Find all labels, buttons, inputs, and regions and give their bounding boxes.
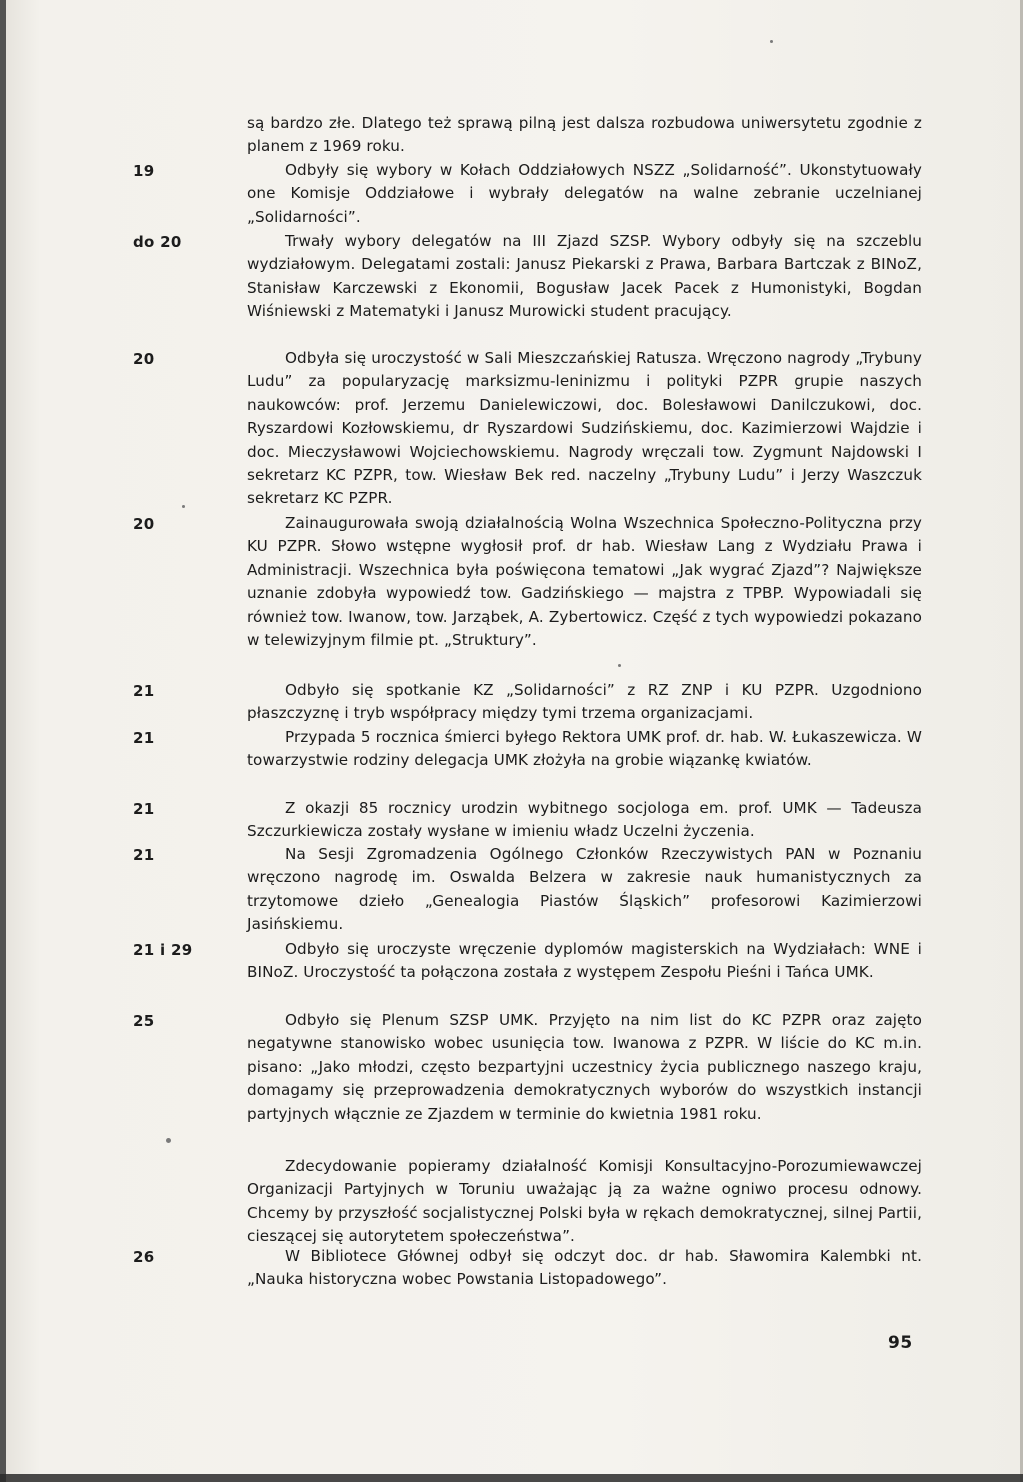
entry-date: do 20 [133,233,182,251]
scan-edge-left [0,0,6,1482]
scan-edge-bottom [0,1474,1023,1482]
scan-speck [618,664,621,667]
scan-speck [166,1138,171,1143]
entry-date: 21 i 29 [133,941,193,959]
entry-text: Trwały wybory delegatów na III Zjazd SZSP. Wybory odbyły się na szczeblu wydziałowym. Delegatami zostali: Janusz Piekarski z Prawa, Barbara Bartczak z BINoZ, Stanisław Karczewski z Ekonomii, Bogusław Jacek Pacek z Humonistyki, Bogdan Wiśniewski z Matematyki i Janusz Murowicki student pracujący. [247,232,922,321]
entry-text: Odbyło się uroczyste wręczenie dyplomów magisterskich na Wydziałach: WNE i BINoZ. Uroczystość ta połączona została z występem Zespołu Pieśni i Tańca UMK. [247,940,922,982]
entry-text: Z okazji 85 rocznicy urodzin wybitnego socjologa em. prof. UMK — Tadeusza Szczurkiewicza zostały wysłane w imieniu władz Uczelni życzenia. [247,799,922,841]
entry-date: 21 [133,729,155,747]
entry-text: Odbyło się spotkanie KZ „Solidarności” z RZ ZNP i KU PZPR. Uzgodniono płaszczyznę i tryb współpracy między tymi trzema organizacjami. [247,681,922,723]
entry-text: Odbyły się wybory w Kołach Oddziałowych NSZZ „Solidarność”. Ukonstytuowały one Komisje Oddziałowe i wybrały delegatów na walne zebranie uczelnianej „Solidarności”. [247,161,922,226]
entry-text: Odbyło się Plenum SZSP UMK. Przyjęto na nim list do KC PZPR oraz zajęto negatywne stanowisko wobec usunięcia tow. Iwanowa z PZPR. W liście do KC m.in. pisano: „Jako młodzi, często bezpartyjni uczestnicy życia publicznego naszego kraju, domagamy się przeprowadzenia demokratycznych wyborów do wszystkich instancji partyjnych włącznie ze Zjazdem w terminie do kwietnia 1981 roku. [247,1011,922,1123]
entry-text: Zainaugurowała swoją działalnością Wolna Wszechnica Społeczno-Polityczna przy KU PZPR. Słowo wstępne wygłosił prof. dr hab. Wiesław Lang z Wydziału Prawa i Administracji. Wszechnica była poświęcona tematowi „Jak wygrać Zjazd”? Największe uznanie zdobyła wypowiedź tow. Gadzińskiego — majstra z TPBP. Wypowiadali się również tow. Iwanow, tow. Jarząbek, A. Zybertowicz. Część z tych wypowiedzi pokazano w telewizyjnym filmie pt. „Struktury”. [247,514,922,650]
scan-speck [182,505,185,508]
entry-text: Zdecydowanie popieramy działalność Komisji Konsultacyjno-Porozumiewawczej Organizacji Partyjnych w Toruniu uważając ją za ważne ogniwo procesu odnowy. Chcemy by przyszłość socjalistycznej Polski była w rękach demokratycznej, silnej Partii, cieszącej się autorytetem społeczeństwa”. [247,1157,922,1246]
entry-date: 21 [133,846,155,864]
entry-text: Przypada 5 rocznica śmierci byłego Rektora UMK prof. dr. hab. W. Łukaszewicza. W towarzystwie rodziny delegacja UMK złożyła na grobie wiązankę kwiatów. [247,728,922,770]
entry-date: 21 [133,682,155,700]
entry-date: 25 [133,1012,155,1030]
entry-date: 26 [133,1248,155,1266]
entry-text: W Bibliotece Głównej odbył się odczyt doc. dr hab. Sławomira Kalembki nt. „Nauka historyczna wobec Powstania Listopadowego”. [247,1247,922,1289]
entry-text: Na Sesji Zgromadzenia Ogólnego Członków Rzeczywistych PAN w Poznaniu wręczono nagrodę im. Oswalda Belzera w zakresie nauk humanistycznych za trzytomowe dzieło „Genealogia Piastów Śląskich” profesorowi Kazimierzowi Jasińskiemu. [247,845,922,934]
entry-date: 21 [133,800,155,818]
entry-date: 20 [133,515,155,533]
entry-text: są bardzo złe. Dlatego też sprawą pilną jest dalsza rozbudowa uniwersytetu zgodnie z planem z 1969 roku. [247,114,922,156]
entry-date: 20 [133,350,155,368]
entry-text: Odbyła się uroczystość w Sali Mieszczańskiej Ratusza. Wręczono nagrody „Trybuny Ludu” za popularyzację marksizmu-leninizmu i polityki PZPR grupie naszych naukowców: prof. Jerzemu Danielewiczowi, doc. Bolesławowi Danilczukowi, doc. Ryszardowi Kozłowskiemu, dr Ryszardowi Sudzińskiemu, doc. Kazimierzowi Wajdzie i doc. Mieczysławowi Wojciechowskiemu. Nagrody wręczali tow. Zygmunt Najdowski I sekretarz KC PZPR, tow. Wiesław Bek red. naczelny „Trybuny Ludu” i Jerzy Waszczuk sekretarz KC PZPR. [247,349,922,508]
entry-date: 19 [133,162,155,180]
scan-speck [770,40,773,43]
page-number: 95 [888,1333,913,1353]
